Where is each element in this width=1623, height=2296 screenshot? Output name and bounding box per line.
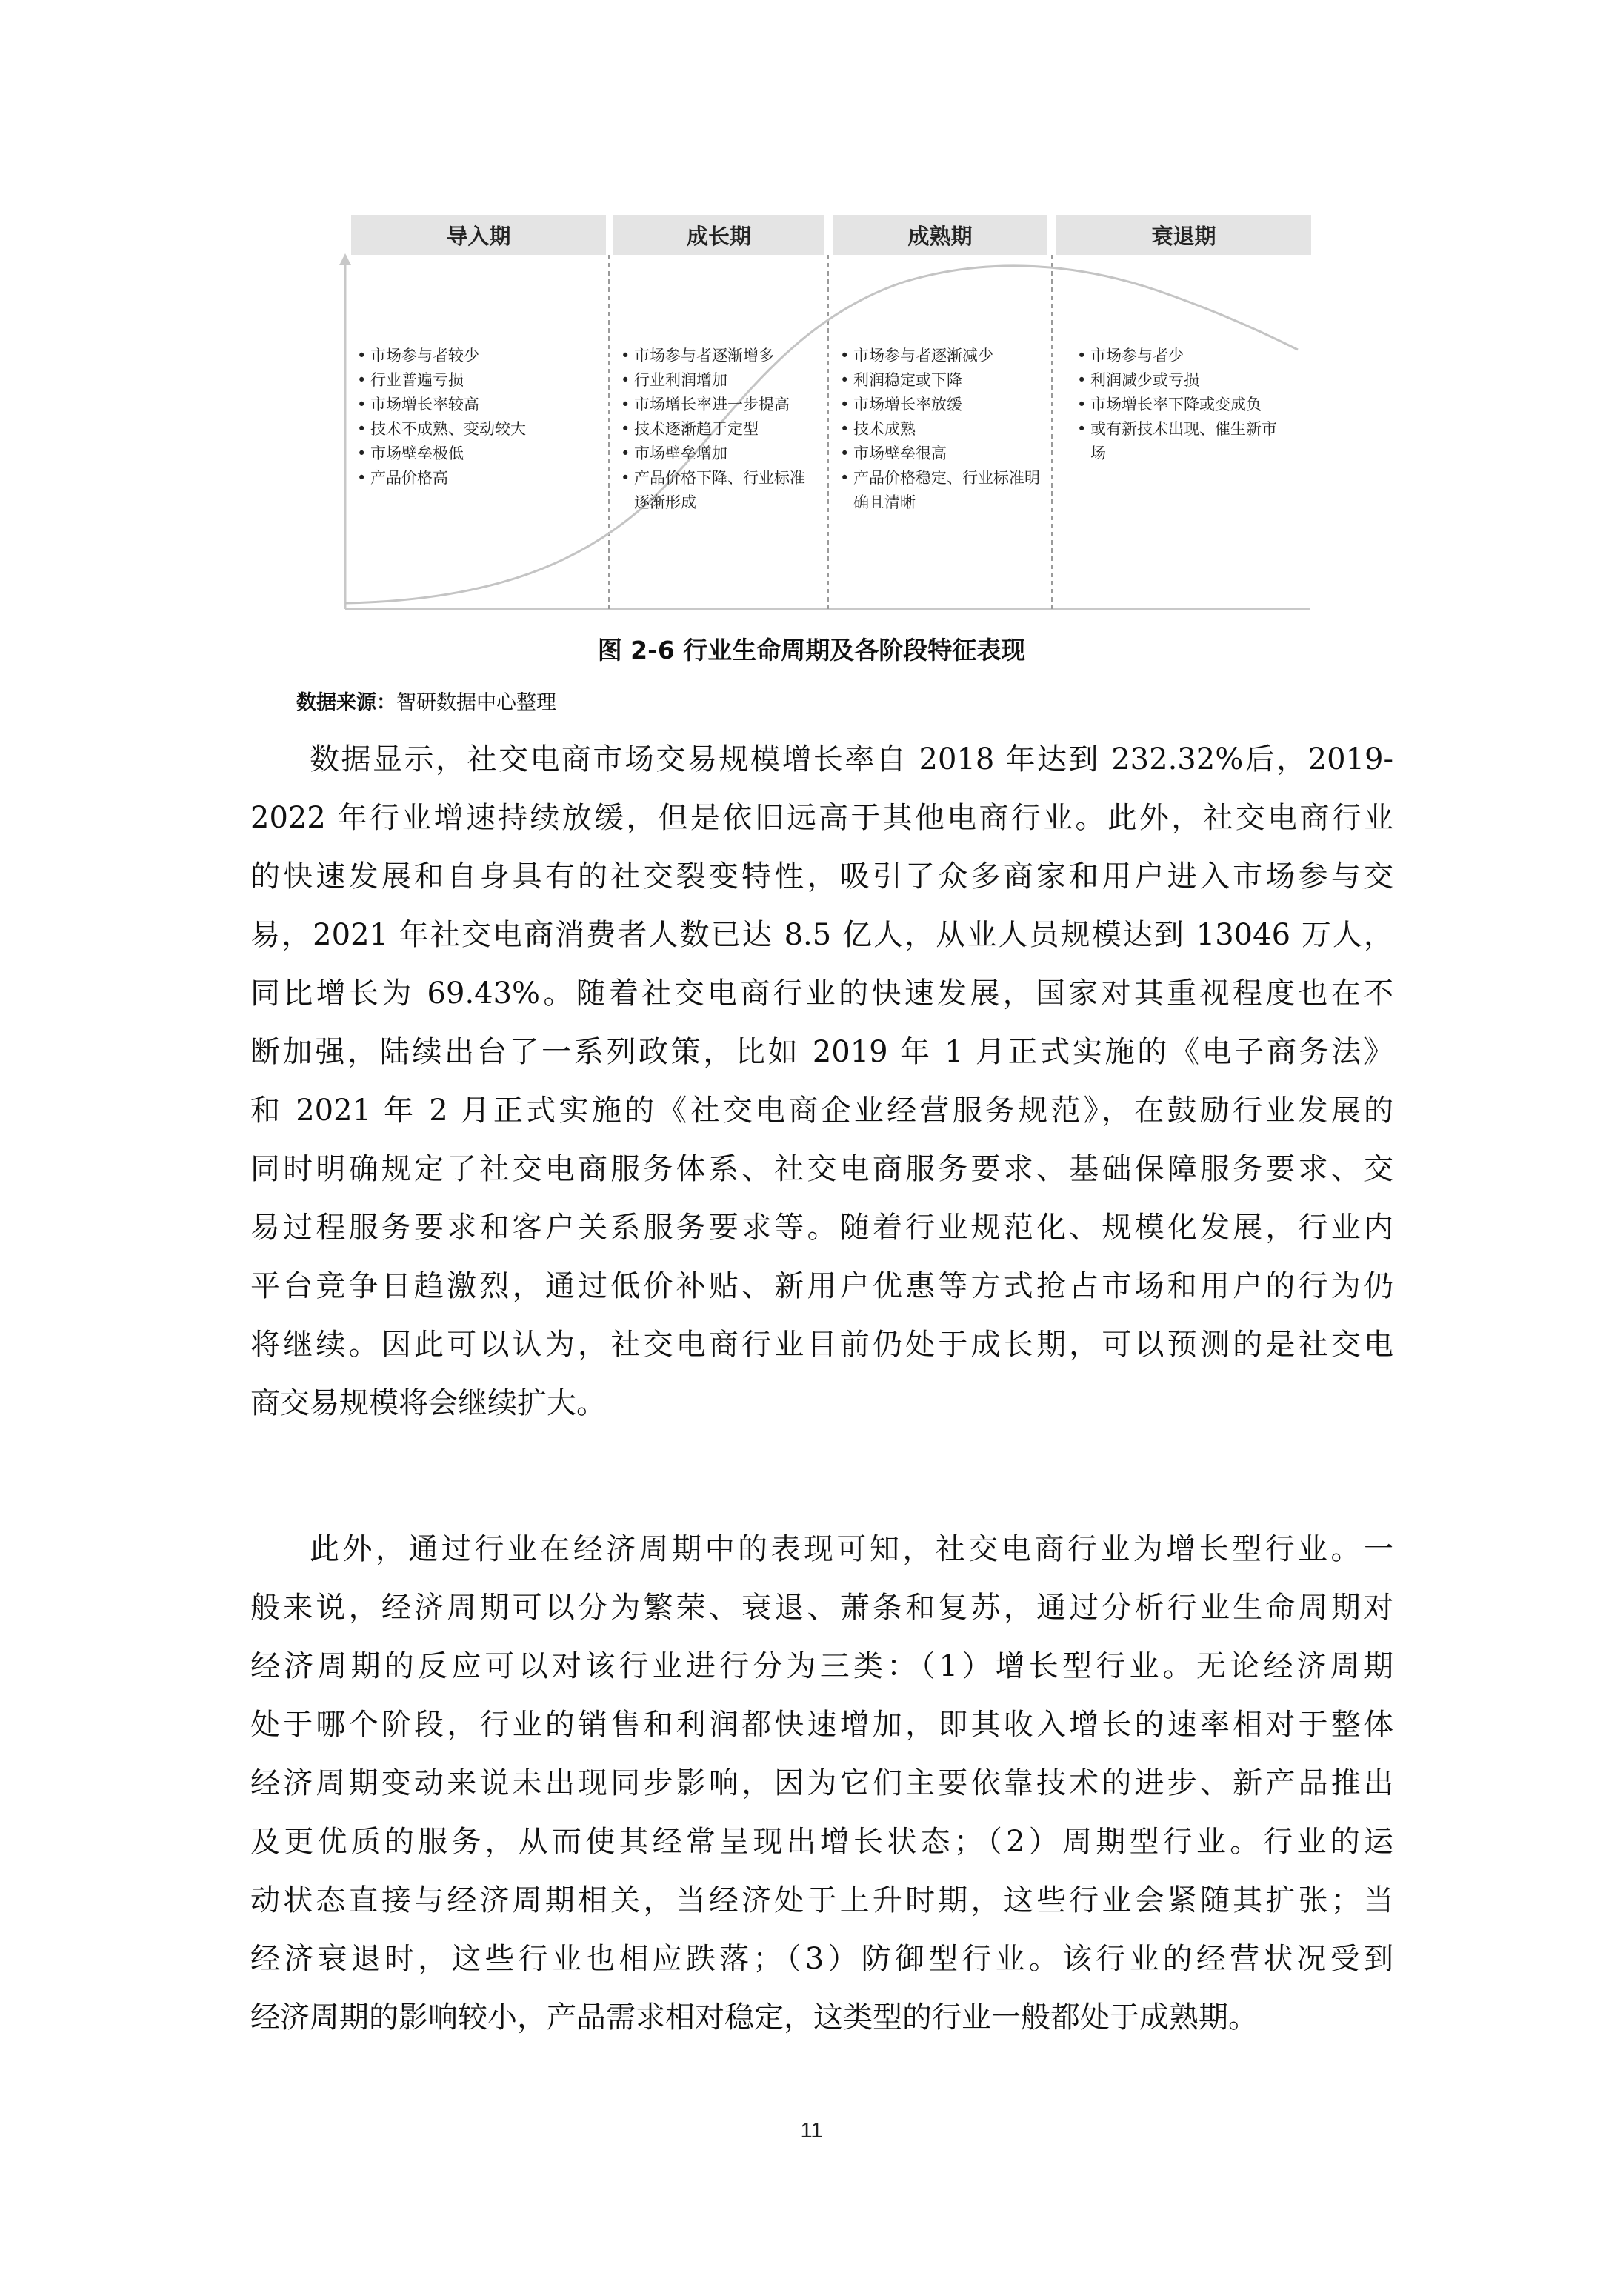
feature-item: • 市场增长率下降或变成负 xyxy=(1077,393,1292,417)
y-axis-arrow xyxy=(339,253,351,265)
text-line: 断加强，陆续出台了一系列政策，比如 2019 年 1 月正式实施的《电子商务法》 xyxy=(250,1035,1393,1069)
data-source xyxy=(296,686,556,715)
lifecycle-figure xyxy=(342,209,1319,610)
text-line: 数据显示，社交电商市场交易规模增长率自 2018 年达到 232.32%后，2019- xyxy=(310,742,1393,776)
data-source-label: 数据来源： xyxy=(296,691,396,714)
text-line: 平台竞争日趋激烈，通过低价补贴、新用户优惠等方式抢占市场和用户的行为仍 xyxy=(250,1269,1393,1303)
feature-item: • 技术不成熟、变动较大 xyxy=(357,417,601,442)
text-line: 同时明确规定了社交电商服务体系、社交电商服务要求、基础保障服务要求、交 xyxy=(250,1152,1393,1186)
text-line: 经济周期的影响较小，产品需求相对稳定，这类型的行业一般都处于成熟期。 xyxy=(250,2000,1258,2034)
stage-features-mature xyxy=(840,344,1040,515)
feature-item: • 市场壁垒增加 xyxy=(621,442,806,466)
text-line: 及更优质的服务，从而使其经常呈现出增长状态；（2）周期型行业。行业的运 xyxy=(250,1825,1393,1859)
stage-features-decline xyxy=(1077,344,1292,466)
feature-item: • 市场增长率较高 xyxy=(357,393,601,417)
feature-item: • 或有新技术出现、催生新市场 xyxy=(1077,417,1292,466)
text-line: 般来说，经济周期可以分为繁荣、衰退、萧条和复苏，通过分析行业生命周期对 xyxy=(250,1591,1393,1625)
text-line: 经济周期变动来说未出现同步影响，因为它们主要依靠技术的进步、新产品推出 xyxy=(250,1766,1393,1800)
feature-item: • 市场增长率放缓 xyxy=(840,393,1040,417)
text-line: 处于哪个阶段，行业的销售和利润都快速增加，即其收入增长的速率相对于整体 xyxy=(250,1708,1393,1742)
text-line: 动状态直接与经济周期相关，当经济处于上升时期，这些行业会紧随其扩张；当 xyxy=(250,1883,1393,1917)
paragraph-2 xyxy=(250,1520,1393,2047)
figure-caption: 图 2-6 行业生命周期及各阶段特征表现 xyxy=(597,636,1026,665)
feature-item: • 市场参与者较少 xyxy=(357,344,601,368)
feature-item: • 市场壁垒极低 xyxy=(357,442,601,466)
text-line: 2022 年行业增速持续放缓，但是依旧远高于其他电商行业。此外，社交电商行业 xyxy=(250,801,1393,835)
page-number: 11 xyxy=(800,2119,823,2143)
text-line: 经济衰退时，这些行业也相应跌落；（3）防御型行业。该行业的经营状况受到 xyxy=(250,1942,1393,1976)
text-line: 易过程服务要求和客户关系服务要求等。随着行业规范化、规模化发展，行业内 xyxy=(250,1211,1393,1245)
feature-item: • 利润减少或亏损 xyxy=(1077,368,1292,393)
data-source-value: 智研数据中心整理 xyxy=(396,691,556,714)
stage-features-intro xyxy=(357,344,601,490)
feature-item: • 市场壁垒很高 xyxy=(840,442,1040,466)
feature-item: • 利润稳定或下降 xyxy=(840,368,1040,393)
text-line: 经济周期的反应可以对该行业进行分为三类：（1）增长型行业。无论经济周期 xyxy=(250,1649,1393,1683)
text-line: 同比增长为 69.43%。随着社交电商行业的快速发展，国家对其重视程度也在不 xyxy=(250,976,1393,1011)
stage-header-growth: 成长期 xyxy=(613,215,824,255)
feature-item: • 市场参与者逐渐增多 xyxy=(621,344,806,368)
feature-item: • 产品价格高 xyxy=(357,466,601,490)
text-line: 的快速发展和自身具有的社交裂变特性，吸引了众多商家和用户进入市场参与交 xyxy=(250,859,1393,894)
feature-item: • 产品价格稳定、行业标准明确且清晰 xyxy=(840,466,1040,515)
stage-features-growth xyxy=(621,344,806,515)
text-line: 和 2021 年 2 月正式实施的《社交电商企业经营服务规范》，在鼓励行业发展的 xyxy=(250,1094,1393,1128)
stage-header-mature: 成熟期 xyxy=(833,215,1047,255)
stage-header-intro: 导入期 xyxy=(351,215,606,255)
feature-item: • 产品价格下降、行业标准逐渐形成 xyxy=(621,466,806,515)
feature-item: • 市场参与者少 xyxy=(1077,344,1292,368)
text-line: 将继续。因此可以认为，社交电商行业目前仍处于成长期，可以预测的是社交电 xyxy=(250,1328,1393,1362)
feature-item: • 市场增长率进一步提高 xyxy=(621,393,806,417)
feature-item: • 市场参与者逐渐减少 xyxy=(840,344,1040,368)
stage-header-decline: 衰退期 xyxy=(1056,215,1311,255)
feature-item: • 技术成熟 xyxy=(840,417,1040,442)
paragraph-1 xyxy=(250,731,1393,1433)
feature-item: • 技术逐渐趋于定型 xyxy=(621,417,806,442)
feature-item: • 行业利润增加 xyxy=(621,368,806,393)
text-line: 商交易规模将会继续扩大。 xyxy=(250,1386,606,1420)
text-line: 此外，通过行业在经济周期中的表现可知，社交电商行业为增长型行业。一 xyxy=(310,1532,1393,1566)
text-line: 易，2021 年社交电商消费者人数已达 8.5 亿人，从业人员规模达到 13046 万人， xyxy=(250,918,1393,952)
feature-item: • 行业普遍亏损 xyxy=(357,368,601,393)
